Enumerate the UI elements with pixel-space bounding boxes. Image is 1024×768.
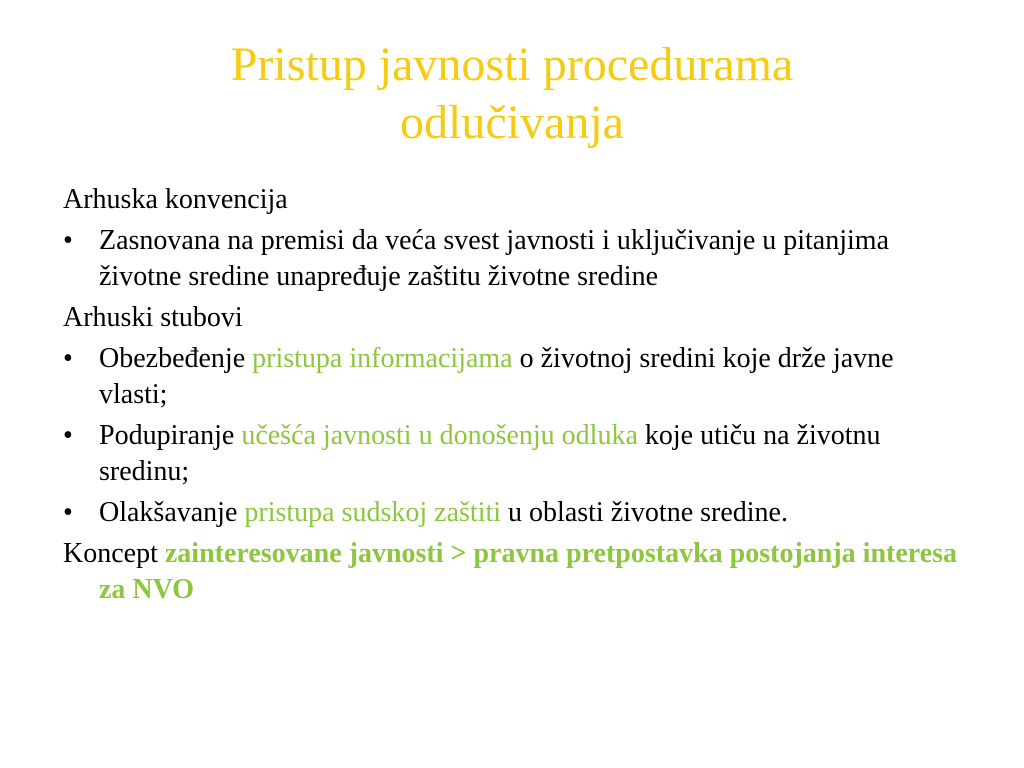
section-heading-arhuska-konvencija: Arhuska konvencija	[63, 184, 288, 215]
bullet-icon: •	[63, 225, 73, 256]
concept-text-pre: Koncept	[63, 538, 165, 569]
bullet-text-highlight: pristupa informacijama	[252, 343, 513, 374]
bullet-text-pre: Podupiranje	[99, 420, 242, 451]
bullet-text-highlight: učešća javnosti u donošenju odluka	[241, 420, 638, 451]
bullet-item-pillar-justice	[63, 495, 963, 531]
bullet-text-post: o životnoj sredini koje drže javne vlasti;	[99, 343, 894, 410]
bullet-item-pillar-information	[63, 341, 963, 413]
bullet-icon: •	[63, 343, 73, 374]
bullet-text-pre: Olakšavanje	[99, 497, 245, 528]
slide-title-line-1: Pristup javnosti procedurama	[230, 38, 794, 91]
concept-text-highlight: zainteresovane javnosti > pravna pretpostavka postojanja interesa za NVO	[99, 538, 958, 605]
slide-title	[60, 36, 964, 152]
bullet-text-post: u oblasti životne sredine.	[501, 497, 788, 528]
bullet-text-highlight: pristupa sudskoj zaštiti	[244, 497, 502, 528]
bullet-item-premise	[63, 223, 963, 295]
bullet-item-pillar-participation	[63, 418, 963, 490]
bullet-text-post: koje utiču na životnu sredinu;	[99, 420, 881, 487]
bullet-text: Zasnovana na premisi da veća svest javnosti i uključivanje u pitanjima životne sredine unapređuje zaštitu životne sredine	[99, 225, 890, 292]
section-heading-arhuski-stubovi: Arhuski stubovi	[63, 302, 243, 333]
bullet-text-pre: Obezbeđenje	[99, 343, 253, 374]
slide-body	[63, 182, 963, 613]
bullet-icon: •	[63, 497, 73, 528]
bullet-icon: •	[63, 420, 73, 451]
slide-title-line-2: odlučivanja	[400, 96, 624, 149]
concept-paragraph	[63, 536, 963, 608]
